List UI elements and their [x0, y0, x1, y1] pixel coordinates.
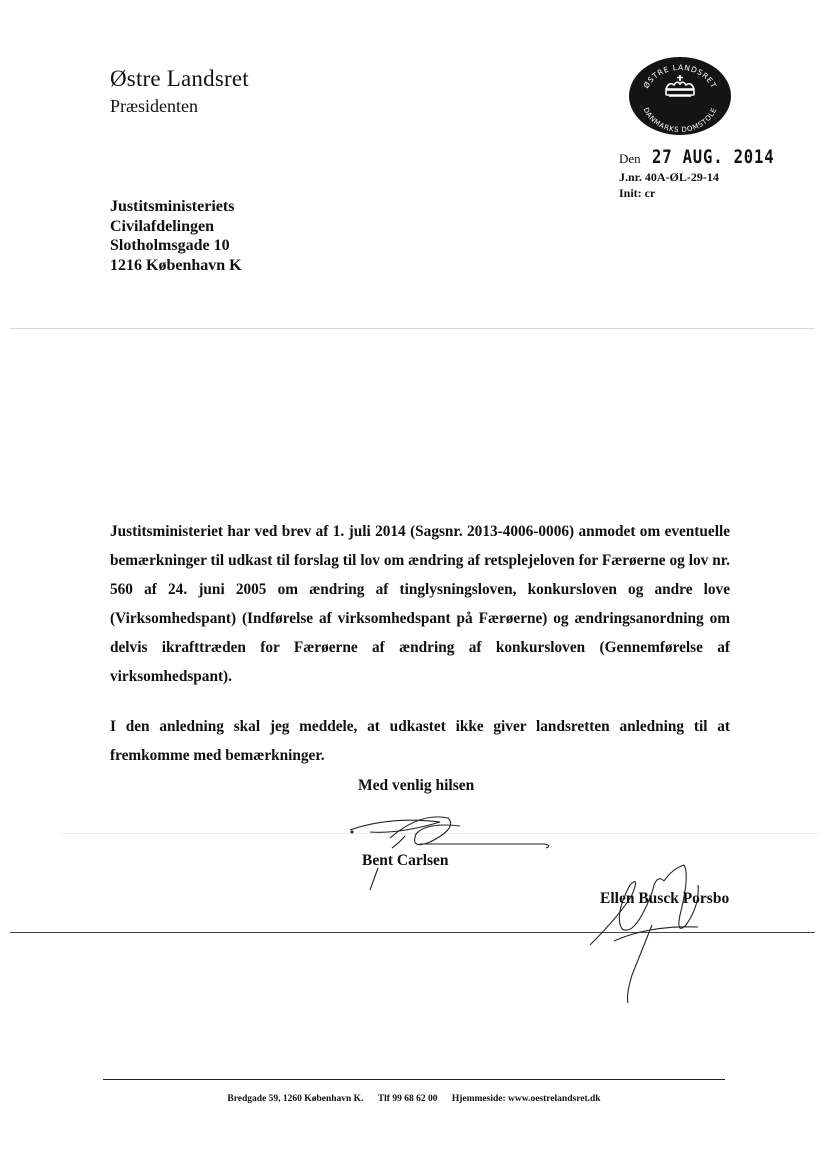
seal-bottom-text: DANMARKS DOMSTOLE [641, 106, 719, 135]
footer-address: Bredgade 59, 1260 København K. [227, 1094, 364, 1104]
recipient-address [110, 197, 242, 275]
recipient-line: Justitsministeriets [110, 198, 235, 215]
court-office: Præsidenten [110, 96, 198, 116]
court-seal [628, 56, 732, 136]
footer-website: Hjemmeside: www.oestrelandsret.dk [451, 1094, 601, 1104]
signatory-name: Bent Carlsen [362, 852, 449, 869]
signatory-name: Ellen Busck Porsbo [600, 890, 730, 907]
footer-phone: Tlf 99 68 62 00 [377, 1094, 438, 1104]
seal-top-text: ØSTRE LANDSRET [641, 62, 719, 90]
footer-rule [103, 1079, 725, 1080]
initials: Init: cr [619, 186, 656, 200]
body-paragraph: I den anledning skal jeg meddele, at udkastet ikke giver landsretten anledning til at fremkomme med bemærkninger. [110, 718, 730, 764]
letter-body [110, 517, 730, 791]
recipient-line: Slotholmsgade 10 [110, 237, 230, 254]
court-name: Østre Landsret [110, 66, 249, 91]
footer [0, 1094, 828, 1104]
recipient-line: Civilafdelingen [110, 217, 215, 235]
date-label: Den [619, 151, 641, 166]
journal-number: J.nr. 40A-ØL-29-14 [619, 170, 719, 184]
date-line [619, 146, 801, 168]
closing-salutation: Med venlig hilsen [358, 777, 475, 794]
signature-scribble [580, 855, 720, 1005]
date-stamp: 27 AUG. 2014 [651, 146, 775, 168]
recipient-line: 1216 København K [110, 256, 242, 274]
body-paragraph: Justitsministeriet har ved brev af 1. juli 2014 (Sagsnr. 2013-4006-0006) anmodet om eventuelle bemærkninger til udkast til forslag til lov om ændring af retsplejeloven for Færøerne og lov nr. 560 af 24. juni 2005 om ændring af tinglysningsloven, konkursloven og andre love (Virksomhedspant) (Indførelse af virksomhedspant på Færøerne) og ændringsanordning om delvis ikrafttræden for Færøerne af ændring af konkursloven (Gennemførelse af virksomhedspant). [110, 523, 730, 685]
fold-line [10, 328, 815, 329]
